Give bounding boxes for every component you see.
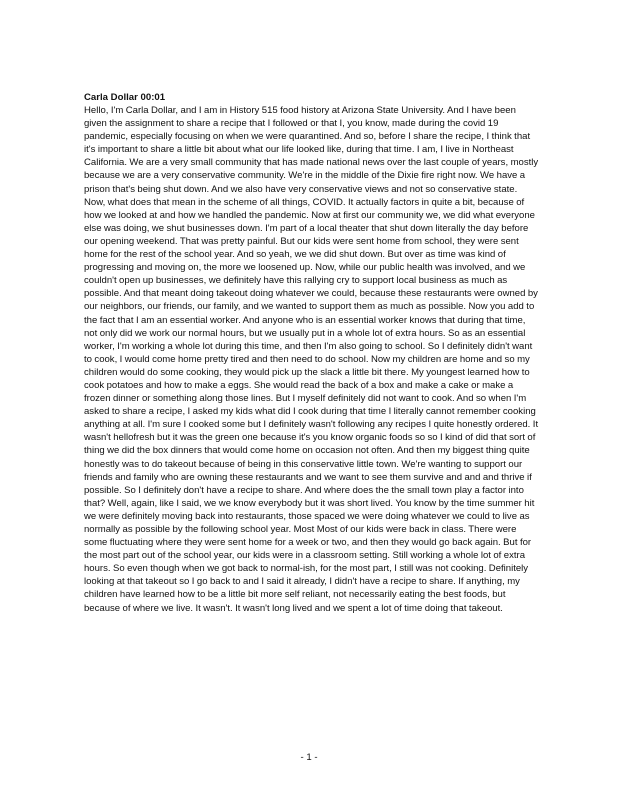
speaker-heading: Carla Dollar 00:01 — [84, 92, 166, 103]
page-number: - 1 - — [300, 752, 318, 763]
document-page — [84, 92, 540, 615]
transcript-paragraph: Hello, I'm Carla Dollar, and I am in History 515 food history at Arizona State University. And I have been given the assignment to share a recipe that I followed or that I, you know, made during the covid 19 pandemic, especially focusing on when we were quarantined. And so, before I share the recipe, I think that it's important to share a little bit about what our life looked like, during that time. I am, I live in Northeast California. We are a very small community that has made national news over the last couple of years, mostly because we are a very conservative community. We're in the middle of the Dixie fire right now. We have a prison that's being shut down. And we also have very conservative views and not so conservative state. Now, what does that mean in the scheme of all things, COVID. It actually factors in quite a bit, because of how we looked at and how we handled the pandemic. Now at first our community we, we did what everyone else was doing, we shut businesses down. I'm part of a local theater that shut down literally the day before our opening weekend. That was pretty painful. But our kids were sent home from school, they were sent home for the rest of the school year. And so yeah, we we did shut down. But over as time was kind of progressing and moving on, the more we loosened up. Now, while our public health was involved, and we couldn't open up businesses, we definitely have this rallying cry to support local business as much as possible. And that meant doing takeout doing whatever we could, because these restaurants were owned by our neighbors, our friends, our family, and we wanted to support them as much as possible. Now you add to the fact that I am an essential worker. And anyone who is an essential worker knows that during that time, not only did we work our normal hours, but we usually put in a whole lot of extra hours. So as an essential worker, I'm working a whole lot during this time, and then I'm also going to school. So I definitely didn't want to cook, I would come home pretty tired and then need to do school. Now my children are home and so my children would do some cooking, they would pick up the slack a little bit there. My youngest learned how to cook potatoes and how to make a eggs. She would read the back of a box and make a cake or make a frozen dinner or something along those lines. But I myself definitely did not want to cook. And so when I'm asked to share a recipe, I asked my kids what did I cook during that time I literally cannot remember cooking anything at all. I'm sure I cooked some but I definitely wasn't following any recipes I quite honestly ordered. It wasn't hellofresh but it was the green one because it's you know organic foods so so I kind of did that sort of thing we did the box dinners that would come home on occasion not often. And then my biggest thing quite honestly was to do takeout because of being in this conservative little town. We're wanting to support our friends and family who are owning these restaurants and we want to see them survive and and and thrive if possible. So I definitely don't have a recipe to share. And where does the the small town play a factor into that? Well, again, like I said, we we know everybody but it was short lived. You know by the time summer hit we were definitely moving back into restaurants, those spaced we were doing whatever we could to live as normally as possible by the following school year. Most Most of our kids were back in class. There were some fluctuating where they were sent home for a week or two, and then they would go back again. But for the most part out of the school year, our kids were in a classroom setting. Still working a whole lot of extra hours. So even though when we got back to normal-ish, for the most part, I still was not cooking. Definitely looking at that takeout so I go back to and I said it already, I didn't have a recipe to share. If anything, my children have learned how to be a little bit more self reliant, not necessarily eating the best foods, but because of where we live. It wasn't. It wasn't long lived and we spent a lot of time doing that takeout. — [84, 105, 539, 614]
